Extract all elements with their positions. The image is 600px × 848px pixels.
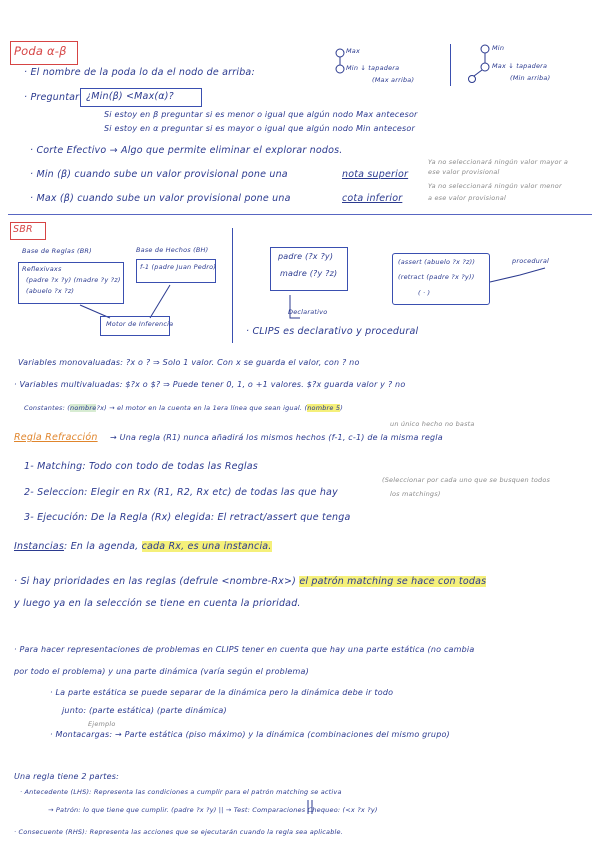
tree-node [481, 63, 489, 71]
box-text: (retract (padre ?x ?y)) [398, 273, 475, 281]
section-title-poda: Poda α-β [14, 44, 67, 58]
note-line: · Preguntar [24, 92, 80, 103]
note-line: · Montacargas: → Parte estática (piso máximo) y la dinámica (combinaciones del mismo grupo) [50, 730, 450, 739]
note-line: junto: (parte estática) (parte dinámica) [62, 706, 227, 715]
side-note: a ese valor provisional [428, 194, 506, 202]
box-label: Declarativo [288, 308, 328, 316]
cota-superior: nota superior [342, 169, 409, 180]
divider [232, 228, 233, 343]
note-line: Instancias: En la agenda, cada Rx, es una instancia. [14, 541, 272, 552]
box-label: Base de Reglas (BR) [22, 247, 92, 255]
regla-refraccion-title: Regla Refracción [14, 432, 98, 443]
note-line: Si estoy en α preguntar si es mayor o igual que algún nodo Min antecesor [104, 124, 415, 133]
note-line: Una regla tiene 2 partes: [14, 772, 119, 781]
note-line: y luego ya en la selección se tiene en cuenta la prioridad. [14, 598, 301, 609]
question-text: ¿Min(β) <Max(α)? [86, 91, 174, 102]
note-line: · Para hacer representaciones de problemas en CLIPS tener en cuenta que hay una parte estática (no cambia [14, 645, 475, 654]
box-text: (assert (abuelo ?x ?z)) [398, 258, 476, 266]
tree-node [336, 65, 344, 73]
note-line: · Variables multivaluadas: $?x o $? ⇒ Puede tener 0, 1, o +1 valores. $?x guarda valor y ? no [14, 380, 406, 389]
instancias-highlight: cada Rx, es una instancia. [141, 541, 272, 552]
tree-label: Max [346, 47, 361, 55]
box-text: (abuelo ?x ?z) [26, 287, 75, 295]
step-item: 1- Matching: Todo con todo de todas las Reglas [24, 461, 258, 472]
box-text: Reflexivaxs [22, 265, 62, 273]
side-note: (Seleccionar por cada uno que se busquen todos [382, 476, 551, 484]
note-line: Variables monovaluadas: ?x o ? ⇒ Solo 1 valor. Con x se guarda el valor, con ? no [18, 358, 360, 367]
note-line: · Si hay prioridades en las reglas (defrule <nombre-Rx>) el patrón matching se hace con todas [14, 576, 487, 587]
tree-node [336, 49, 344, 57]
box-text: padre (?x ?y) [278, 252, 334, 261]
tree-label: Min ↓ tapadera [346, 64, 400, 72]
tree-label: (Max arriba) [372, 76, 415, 84]
box-text: madre (?y ?z) [280, 269, 338, 278]
section-title-sbr: SBR [13, 224, 33, 235]
note-line: · Max (β) cuando sube un valor provisional pone una [30, 193, 291, 204]
box-label: Base de Hechos (BH) [136, 246, 209, 254]
note-line: · Min (β) cuando sube un valor provisional pone una [30, 169, 288, 180]
step-item: 3- Ejecución: De la Regla (Rx) elegida: El retract/assert que tenga [24, 512, 351, 523]
section-rule [8, 214, 592, 215]
note-line: · Antecedente (LHS): Representa las condiciones a cumplir para el patrón matching se activa [20, 788, 342, 796]
note-line: · Corte Efectivo → Algo que permite eliminar el explorar nodos. [30, 145, 343, 156]
note-line: · El nombre de la poda lo da el nodo de arriba: [24, 67, 255, 78]
box-text: Motor de Inferencia [106, 320, 174, 328]
box-text: (padre ?x ?y) (madre ?y ?z) [26, 276, 121, 284]
side-note: un único hecho no basta [390, 420, 475, 428]
note-line: · CLIPS es declarativo y procedural [246, 326, 419, 337]
note-line: · Consecuente (RHS): Representa las acciones que se ejecutarán cuando la regla sea aplicable. [14, 828, 343, 836]
step-item: 2- Seleccion: Elegir en Rx (R1, R2, Rx etc) de todas las que hay [24, 487, 338, 498]
note-line: · La parte estática se puede separar de la dinámica pero la dinámica debe ir todo [50, 688, 394, 697]
box-text: ( · ) [418, 289, 431, 297]
tree-node [481, 45, 489, 53]
tree-node [469, 76, 476, 83]
side-note: Ejemplo [88, 720, 116, 728]
note-line: → Patrón: lo que tiene que cumplir. (padre ?x ?y) || → Test: Comparaciones Chequeo: (<x ?x ?y) [48, 806, 378, 814]
instancias-label: Instancias [14, 541, 64, 552]
tree-label: Max ↓ tapadera [492, 62, 548, 70]
box-label: procedural [512, 257, 550, 265]
box-text: f-1 (padre Juan Pedro) [140, 263, 217, 271]
note-line: Si estoy en β preguntar si es menor o igual que algún nodo Max antecesor [104, 110, 418, 119]
note-line: → Una regla (R1) nunca añadirá los mismos hechos (f-1, c-1) de la misma regla [110, 433, 443, 442]
note-line: por todo el problema) y una parte dinámica (varía según el problema) [14, 667, 309, 676]
cota-inferior: cota inferior [342, 193, 403, 204]
divider [450, 44, 451, 86]
side-note: ese valor provisional [428, 168, 500, 176]
side-note: Ya no seleccionará ningún valor mayor a [428, 158, 569, 166]
side-note: Ya no seleccionará ningún valor menor [428, 182, 562, 190]
side-note: los matchings) [390, 490, 441, 498]
tree-label: Min [492, 44, 505, 52]
note-line: Constantes: (nombre?x) → el motor en la cuenta en la 1era línea que sean igual. (nombre 5) [24, 404, 343, 412]
tree-label: (Min arriba) [510, 74, 551, 82]
